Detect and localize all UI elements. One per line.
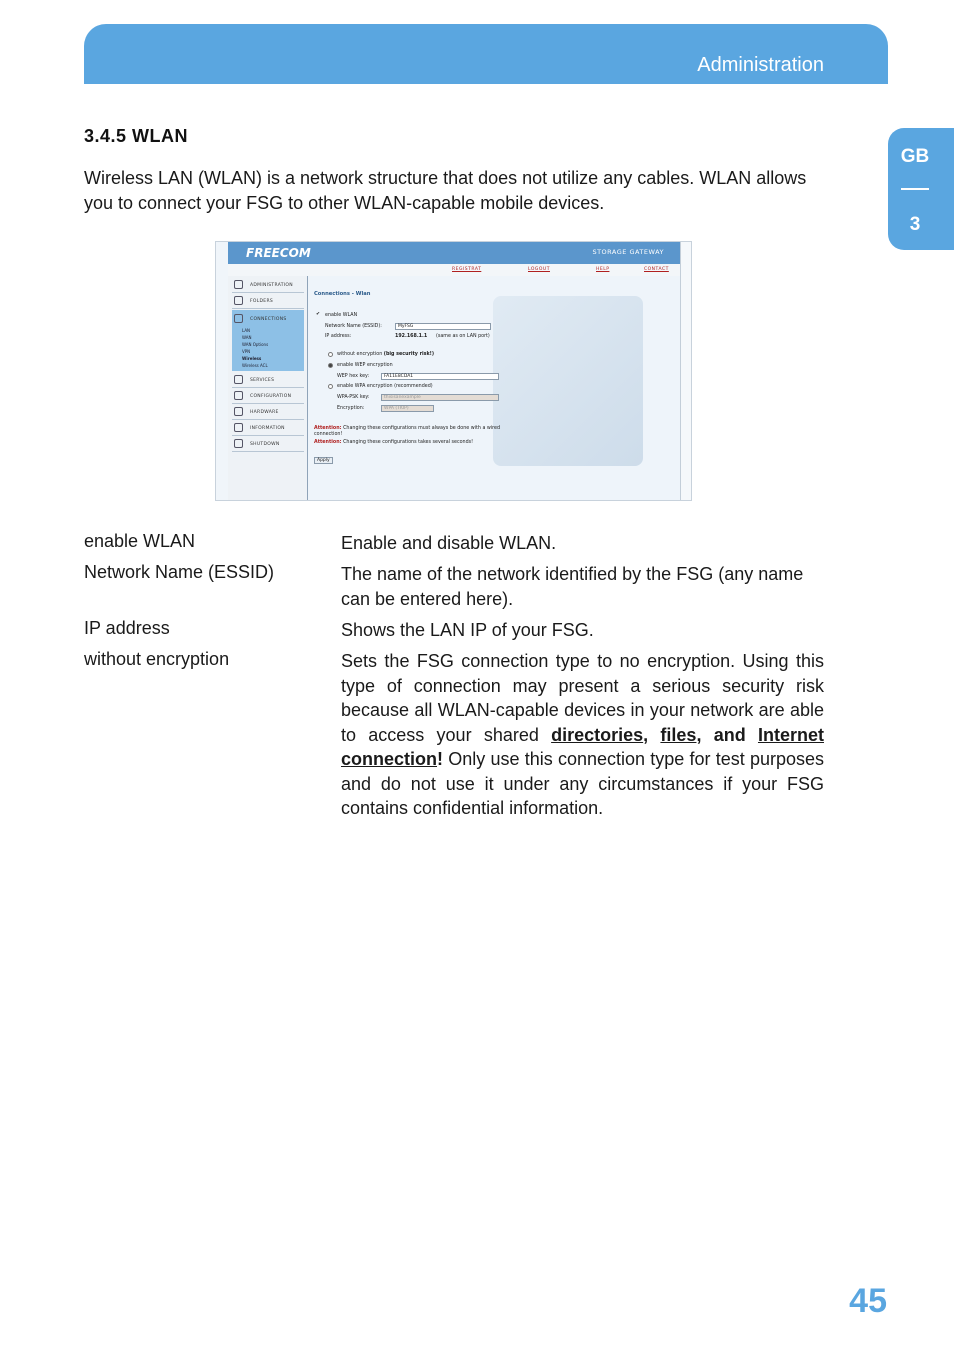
shutdown-icon	[234, 439, 243, 448]
info-icon	[234, 423, 243, 432]
tab-divider	[901, 188, 929, 190]
sidebar-administration: ADMINISTRATION	[232, 278, 304, 293]
screenshot-scrollbar	[680, 242, 692, 501]
sub-wan-options: WAN Options	[242, 342, 269, 347]
radio-wpa	[328, 384, 333, 389]
chapter-tab	[888, 128, 954, 250]
wpa-label: enable WPA encryption (recommended)	[337, 384, 433, 389]
checkmark-icon: ✔	[316, 312, 321, 317]
essid-field: MyFSG	[395, 323, 491, 330]
chapter-number: 3	[909, 214, 921, 235]
radio-wep	[328, 363, 333, 368]
header-title: Administration	[697, 54, 824, 76]
sidebar-shutdown: SHUTDOWN	[232, 437, 304, 452]
nav-logout: LOGOUT	[528, 267, 550, 272]
nav-contact: CONTACT	[644, 267, 669, 272]
encryption-select: WPA (TKIP)	[381, 405, 434, 412]
radio-no-encryption	[328, 352, 333, 357]
sidebar-services: SERVICES	[232, 373, 304, 388]
desc-without-encryption: Sets the FSG connection type to no encryption. Using this type of connection may present a serious security risk because all WLAN-capable devices in your network are able to access your shared directories, files, and Internet connection! Only use this connection type for test purposes and do not use it under any circumstances if your FSG contains confidential information.	[341, 651, 824, 818]
sub-wan: WAN	[242, 335, 252, 340]
attention-note-2: Attention: Changing these configurations takes several seconds!	[314, 440, 474, 445]
screenshot-main	[308, 276, 680, 501]
nav-register: REGISTRAT	[452, 267, 482, 272]
term-enable-wlan: enable WLAN	[84, 531, 196, 551]
page-number: 45	[849, 1282, 887, 1320]
attention-note-1: Attention: Changing these configurations must always be done with a wired connection!	[314, 426, 501, 437]
language-label: GB	[900, 146, 930, 167]
sidebar-information: INFORMATION	[232, 421, 304, 436]
sub-vpn: VPN	[242, 349, 251, 354]
desc-network-name: The name of the network identified by the FSG (any name can be entered here).	[341, 564, 804, 609]
folder-icon	[234, 296, 243, 305]
brand-label: STORAGE GATEWAY	[592, 248, 664, 256]
essid-label: Network Name (ESSID):	[325, 324, 382, 329]
header-bar	[84, 24, 888, 84]
term-ip-address: IP address	[84, 618, 170, 638]
wep-label: enable WEP encryption	[337, 363, 393, 368]
background-pc-image	[493, 296, 643, 466]
apply-button: Apply	[314, 457, 333, 464]
encryption-label: Encryption:	[337, 406, 365, 411]
wlan-screenshot-figure	[215, 241, 692, 501]
sidebar-connections: CONNECTIONS	[232, 312, 304, 326]
desc-ip-address: Shows the LAN IP of your FSG.	[341, 620, 594, 640]
enable-wlan-label: enable WLAN	[325, 313, 358, 318]
sidebar-configuration: CONFIGURATION	[232, 389, 304, 404]
nav-help: HELP	[596, 267, 610, 272]
config-icon	[234, 391, 243, 400]
wep-key-field: FA11E8CDA1	[381, 373, 499, 380]
sub-lan: LAN	[242, 328, 251, 333]
link-files[interactable]: files	[660, 724, 697, 745]
network-icon	[234, 314, 243, 323]
screenshot-banner	[228, 242, 680, 264]
no-encryption-label: without encryption (big security risk!)	[337, 352, 435, 357]
ip-value: 192.168.1.1	[395, 334, 428, 339]
desc-enable-wlan: Enable and disable WLAN.	[341, 533, 557, 553]
link-internet-connection[interactable]: Internet connection	[341, 724, 824, 769]
wpa-key-field: thisisanexample	[381, 394, 499, 401]
sub-wireless-acl: Wireless ACL	[242, 363, 268, 368]
screen-title: Connections - Wlan	[314, 291, 371, 297]
sidebar-folders: FOLDERS	[232, 294, 304, 309]
wpa-key-label: WPA-PSK key:	[337, 395, 370, 400]
link-directories[interactable]: directories	[551, 724, 644, 745]
sub-wireless: Wireless	[242, 356, 262, 361]
intro-paragraph: Wireless LAN (WLAN) is a network structure that does not utilize any cables. WLAN allows you to connect your FSG to other WLAN-capable mobile devices.	[84, 168, 807, 213]
ip-note: (same as on LAN port)	[436, 334, 490, 339]
admin-icon	[234, 280, 243, 289]
term-without-encryption: without encryption	[84, 649, 230, 669]
freecom-logo: FREECOM	[246, 246, 311, 260]
ip-label: IP address:	[325, 334, 352, 339]
wep-key-label: WEP hex key:	[337, 374, 370, 379]
term-network-name: Network Name (ESSID)	[84, 562, 275, 582]
services-icon	[234, 375, 243, 384]
sidebar-hardware: HARDWARE	[232, 405, 304, 420]
hardware-icon	[234, 407, 243, 416]
screenshot-sidebar	[228, 276, 308, 501]
section-heading: 3.4.5 WLAN	[84, 126, 189, 146]
